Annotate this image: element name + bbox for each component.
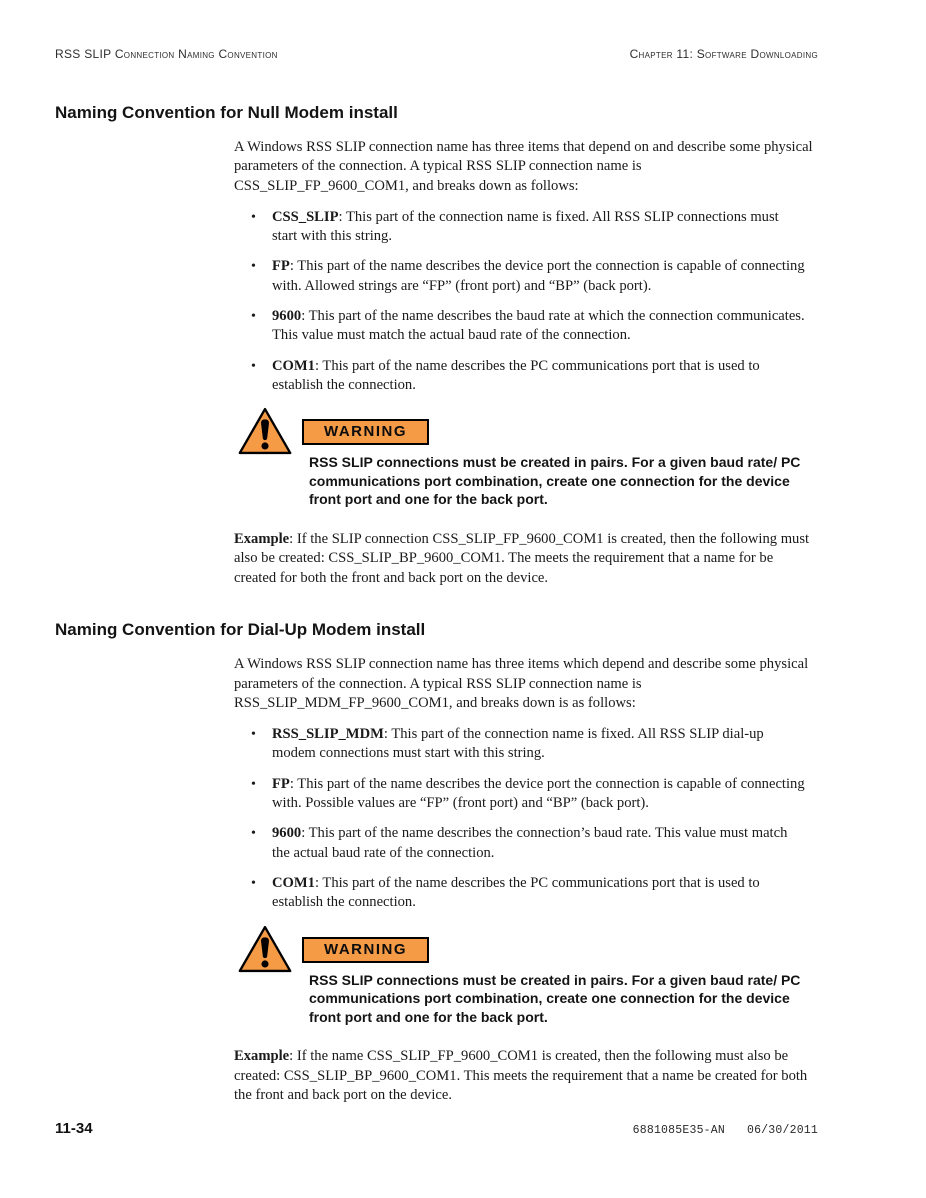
warning-callout bbox=[237, 924, 816, 1027]
list-item-text: : This part of the name describes the PC communications port that is used to establish the connection. bbox=[272, 874, 760, 911]
list-item-text: : This part of the name describes the PC communications port that is used to establish the connection. bbox=[272, 357, 760, 393]
list-item bbox=[234, 357, 806, 396]
footer-page-number: 11-34 bbox=[55, 1120, 93, 1137]
list-item bbox=[234, 874, 806, 913]
warning-text: RSS SLIP connections must be created in pairs. For a given baud rate/ PC communications port combination, create one connection for the device front port and one for the back port. bbox=[309, 971, 801, 1025]
running-footer bbox=[55, 1120, 818, 1137]
name-parts-list bbox=[234, 208, 806, 395]
name-parts-list bbox=[234, 725, 806, 912]
warning-label: WARNING bbox=[302, 937, 429, 963]
list-item bbox=[234, 775, 806, 814]
list-item-term: RSS_SLIP_MDM bbox=[272, 726, 384, 743]
list-item-text: : This part of the name describes the connection’s baud rate. This value must match the actual baud rate of the connection. bbox=[272, 825, 788, 861]
warning-body bbox=[302, 924, 814, 1027]
list-item-term: FP bbox=[272, 775, 290, 792]
warning-text: RSS SLIP connections must be created in pairs. For a given baud rate/ PC communications port combination, create one connection for the device front port and one for the back port. bbox=[309, 454, 801, 508]
list-item bbox=[234, 307, 806, 346]
list-item bbox=[234, 824, 806, 863]
example-paragraph bbox=[234, 530, 816, 588]
section-heading-null-modem: Naming Convention for Null Modem install bbox=[55, 103, 398, 122]
list-item bbox=[234, 725, 806, 764]
list-item-text: : This part of the connection name is fixed. All RSS SLIP connections must start with this string. bbox=[272, 208, 779, 245]
list-item-term: COM1 bbox=[272, 874, 315, 891]
example-label: Example bbox=[234, 531, 290, 548]
header-right-chapter: Chapter 11: Software Downloading bbox=[629, 47, 818, 61]
list-item-term: 9600 bbox=[272, 825, 302, 842]
warning-label: WARNING bbox=[302, 419, 429, 445]
warning-triangle-icon bbox=[237, 406, 293, 462]
list-item-text: : This part of the name describes the device port the connection is capable of connecting with. Possible values are “FP” (front port) and “BP” (back port). bbox=[272, 775, 805, 812]
footer-date: 06/30/2011 bbox=[746, 1124, 818, 1137]
intro-paragraph: A Windows RSS SLIP connection name has three items which depend and describe some physical parameters of the connection. A typical RSS SLIP connection name is RSS_SLIP_MDM_FP_9600_COM1, and breaks down is as follows: bbox=[234, 656, 809, 711]
section-dialup-modem bbox=[234, 655, 816, 1105]
list-item-term: 9600 bbox=[272, 308, 302, 325]
example-label: Example bbox=[234, 1048, 290, 1065]
footer-doc-number: 6881085E35-AN bbox=[632, 1124, 725, 1137]
warning-callout bbox=[237, 406, 816, 509]
list-item-text: : This part of the connection name is fixed. All RSS SLIP dial-up modem connections must start with this string. bbox=[272, 726, 764, 762]
footer-doc-info bbox=[633, 1124, 818, 1137]
warning-triangle-icon bbox=[237, 924, 293, 980]
header-left-title: RSS SLIP Connection Naming Convention bbox=[55, 47, 278, 61]
example-text: : If the SLIP connection CSS_SLIP_FP_9600_COM1 is created, then the following must also be created: CSS_SLIP_BP_9600_COM1. The meets the requirement that a name for be created for both the front and back port on the device. bbox=[234, 531, 810, 586]
intro-paragraph: A Windows RSS SLIP connection name has three items that depend on and describe some physical parameters of the connection. A typical RSS SLIP connection name is CSS_SLIP_FP_9600_COM1, and breaks down as follows: bbox=[234, 139, 813, 194]
list-item-term: CSS_SLIP bbox=[272, 208, 339, 225]
example-paragraph bbox=[234, 1047, 816, 1105]
warning-body bbox=[302, 406, 814, 509]
list-item-term: FP bbox=[272, 258, 290, 275]
list-item bbox=[234, 208, 806, 247]
list-item-text: : This part of the name describes the baud rate at which the connection communicates. This value must match the actual baud rate of the connection. bbox=[272, 308, 805, 344]
list-item bbox=[234, 257, 806, 296]
list-item-text: : This part of the name describes the device port the connection is capable of connecting with. Allowed strings are “FP” (front port) and “BP” (back port). bbox=[272, 258, 805, 294]
section-heading-dialup-modem: Naming Convention for Dial-Up Modem install bbox=[55, 620, 426, 640]
example-text: : If the name CSS_SLIP_FP_9600_COM1 is created, then the following must also be created: CSS_SLIP_BP_9600_COM1. This meets the requirement that a name be created for both the front and back port on the device. bbox=[234, 1048, 808, 1104]
running-header bbox=[55, 47, 818, 61]
list-item-term: COM1 bbox=[272, 357, 315, 374]
section-null-modem bbox=[234, 138, 816, 588]
